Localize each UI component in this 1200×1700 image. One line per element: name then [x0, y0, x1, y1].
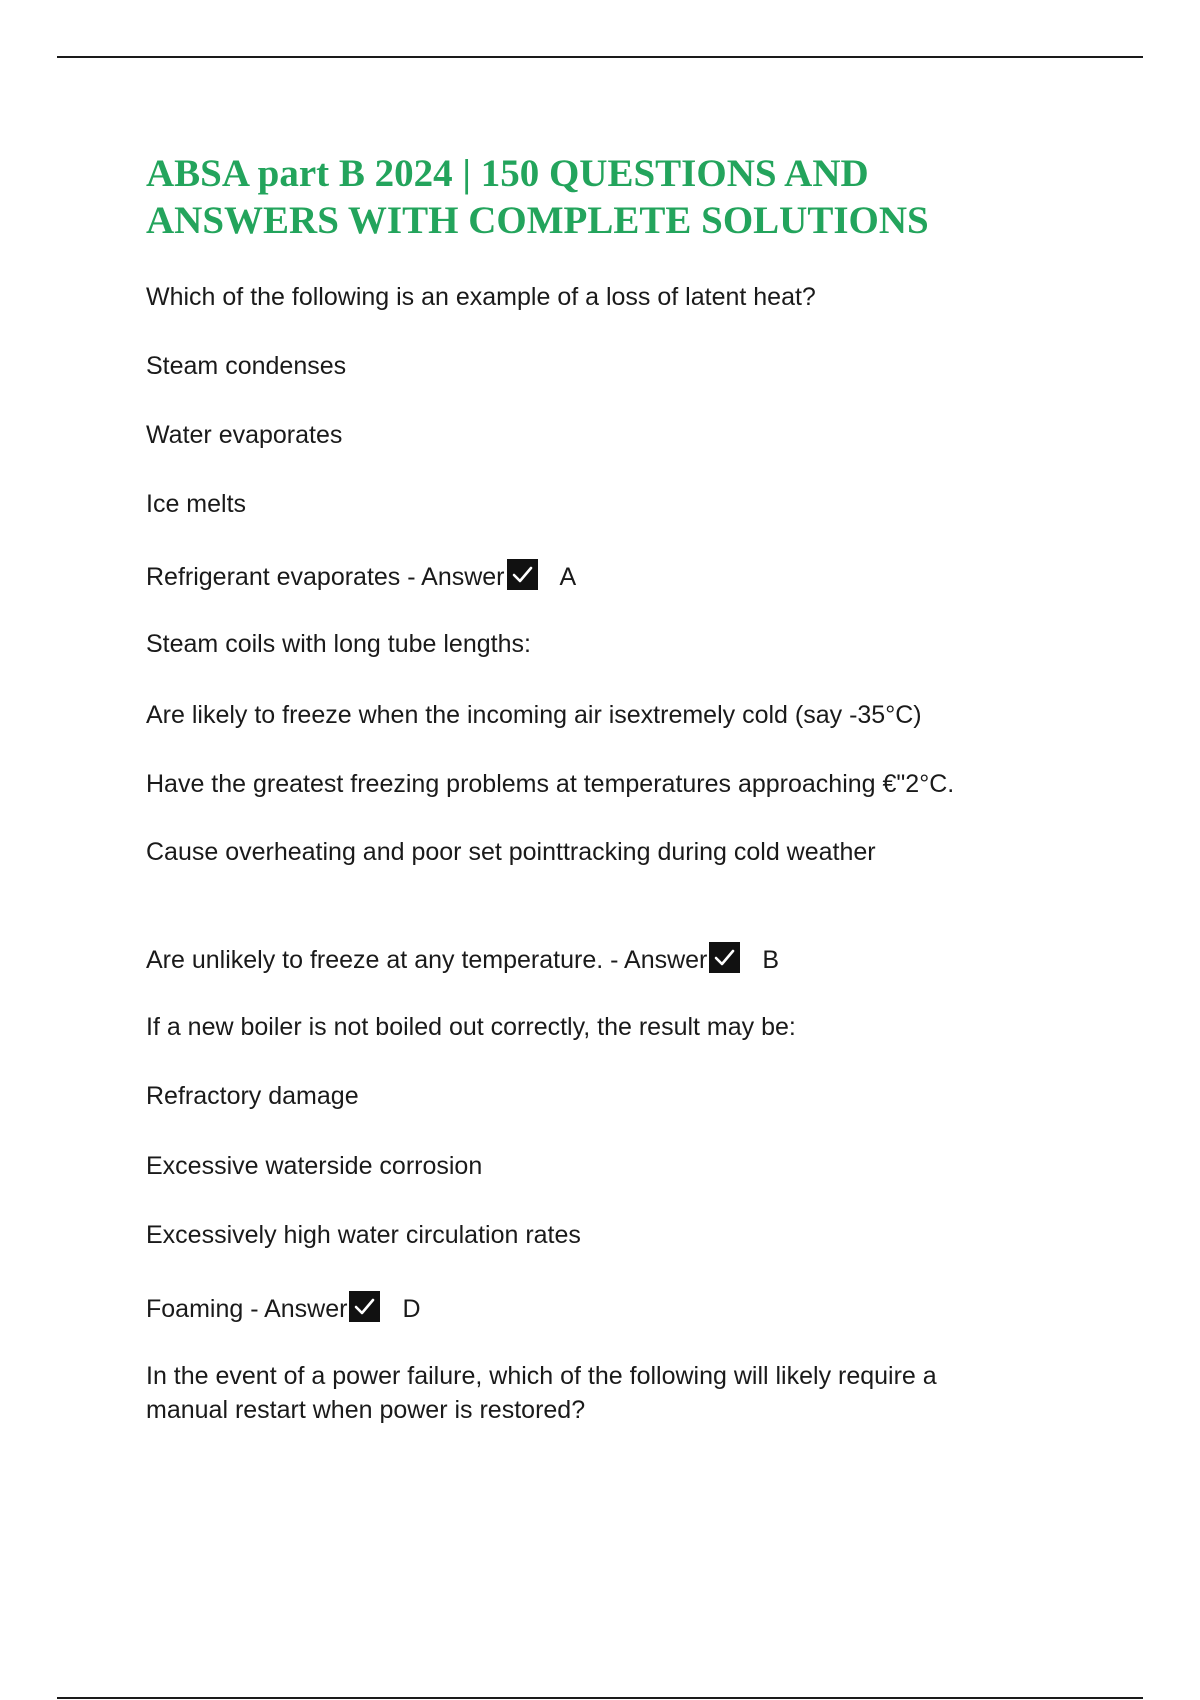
question-2-option-2: Have the greatest freezing problems at temperatures approaching €"2°C. [146, 770, 955, 798]
question-2-answer-letter: B [762, 946, 780, 974]
question-2-option-1: Are likely to freeze when the incoming air isextremely cold (say -35°C) [146, 701, 922, 729]
question-2-option-3: Cause overheating and poor set pointtracking during cold weather [146, 838, 876, 866]
checkmark-box-icon [349, 1291, 380, 1322]
header-rule [57, 56, 1143, 58]
question-2-answer-line [146, 942, 779, 977]
checkmark-box-icon [709, 942, 740, 973]
question-3-answer-line [146, 1291, 421, 1326]
question-3-answer-letter: D [402, 1295, 421, 1323]
question-2-text: Steam coils with long tube lengths: [146, 630, 531, 658]
question-1-answer-text: Refrigerant evaporates - Answer [146, 563, 505, 591]
question-3-text: If a new boiler is not boiled out correctly, the result may be: [146, 1013, 796, 1041]
question-1-text: Which of the following is an example of a loss of latent heat? [146, 283, 816, 311]
document-title: ABSA part B 2024 | 150 QUESTIONS AND ANSWERS WITH COMPLETE SOLUTIONS [146, 152, 929, 242]
footer-rule [57, 1697, 1143, 1699]
question-3-option-1: Refractory damage [146, 1082, 359, 1110]
question-3-option-2: Excessive waterside corrosion [146, 1152, 483, 1180]
question-3-answer-text: Foaming - Answer [146, 1295, 348, 1323]
question-1-option-3: Ice melts [146, 490, 247, 518]
question-3-option-3: Excessively high water circulation rates [146, 1221, 581, 1249]
question-1-option-1: Steam condenses [146, 352, 347, 380]
question-4-text: In the event of a power failure, which of the following will likely require a manual restart when power is restored? [146, 1362, 937, 1424]
checkmark-box-icon [507, 559, 538, 590]
question-2-answer-text: Are unlikely to freeze at any temperature. - Answer [146, 946, 708, 974]
question-1-option-2: Water evaporates [146, 421, 343, 449]
question-1-answer-line [146, 559, 576, 594]
question-1-answer-letter: A [559, 563, 577, 591]
